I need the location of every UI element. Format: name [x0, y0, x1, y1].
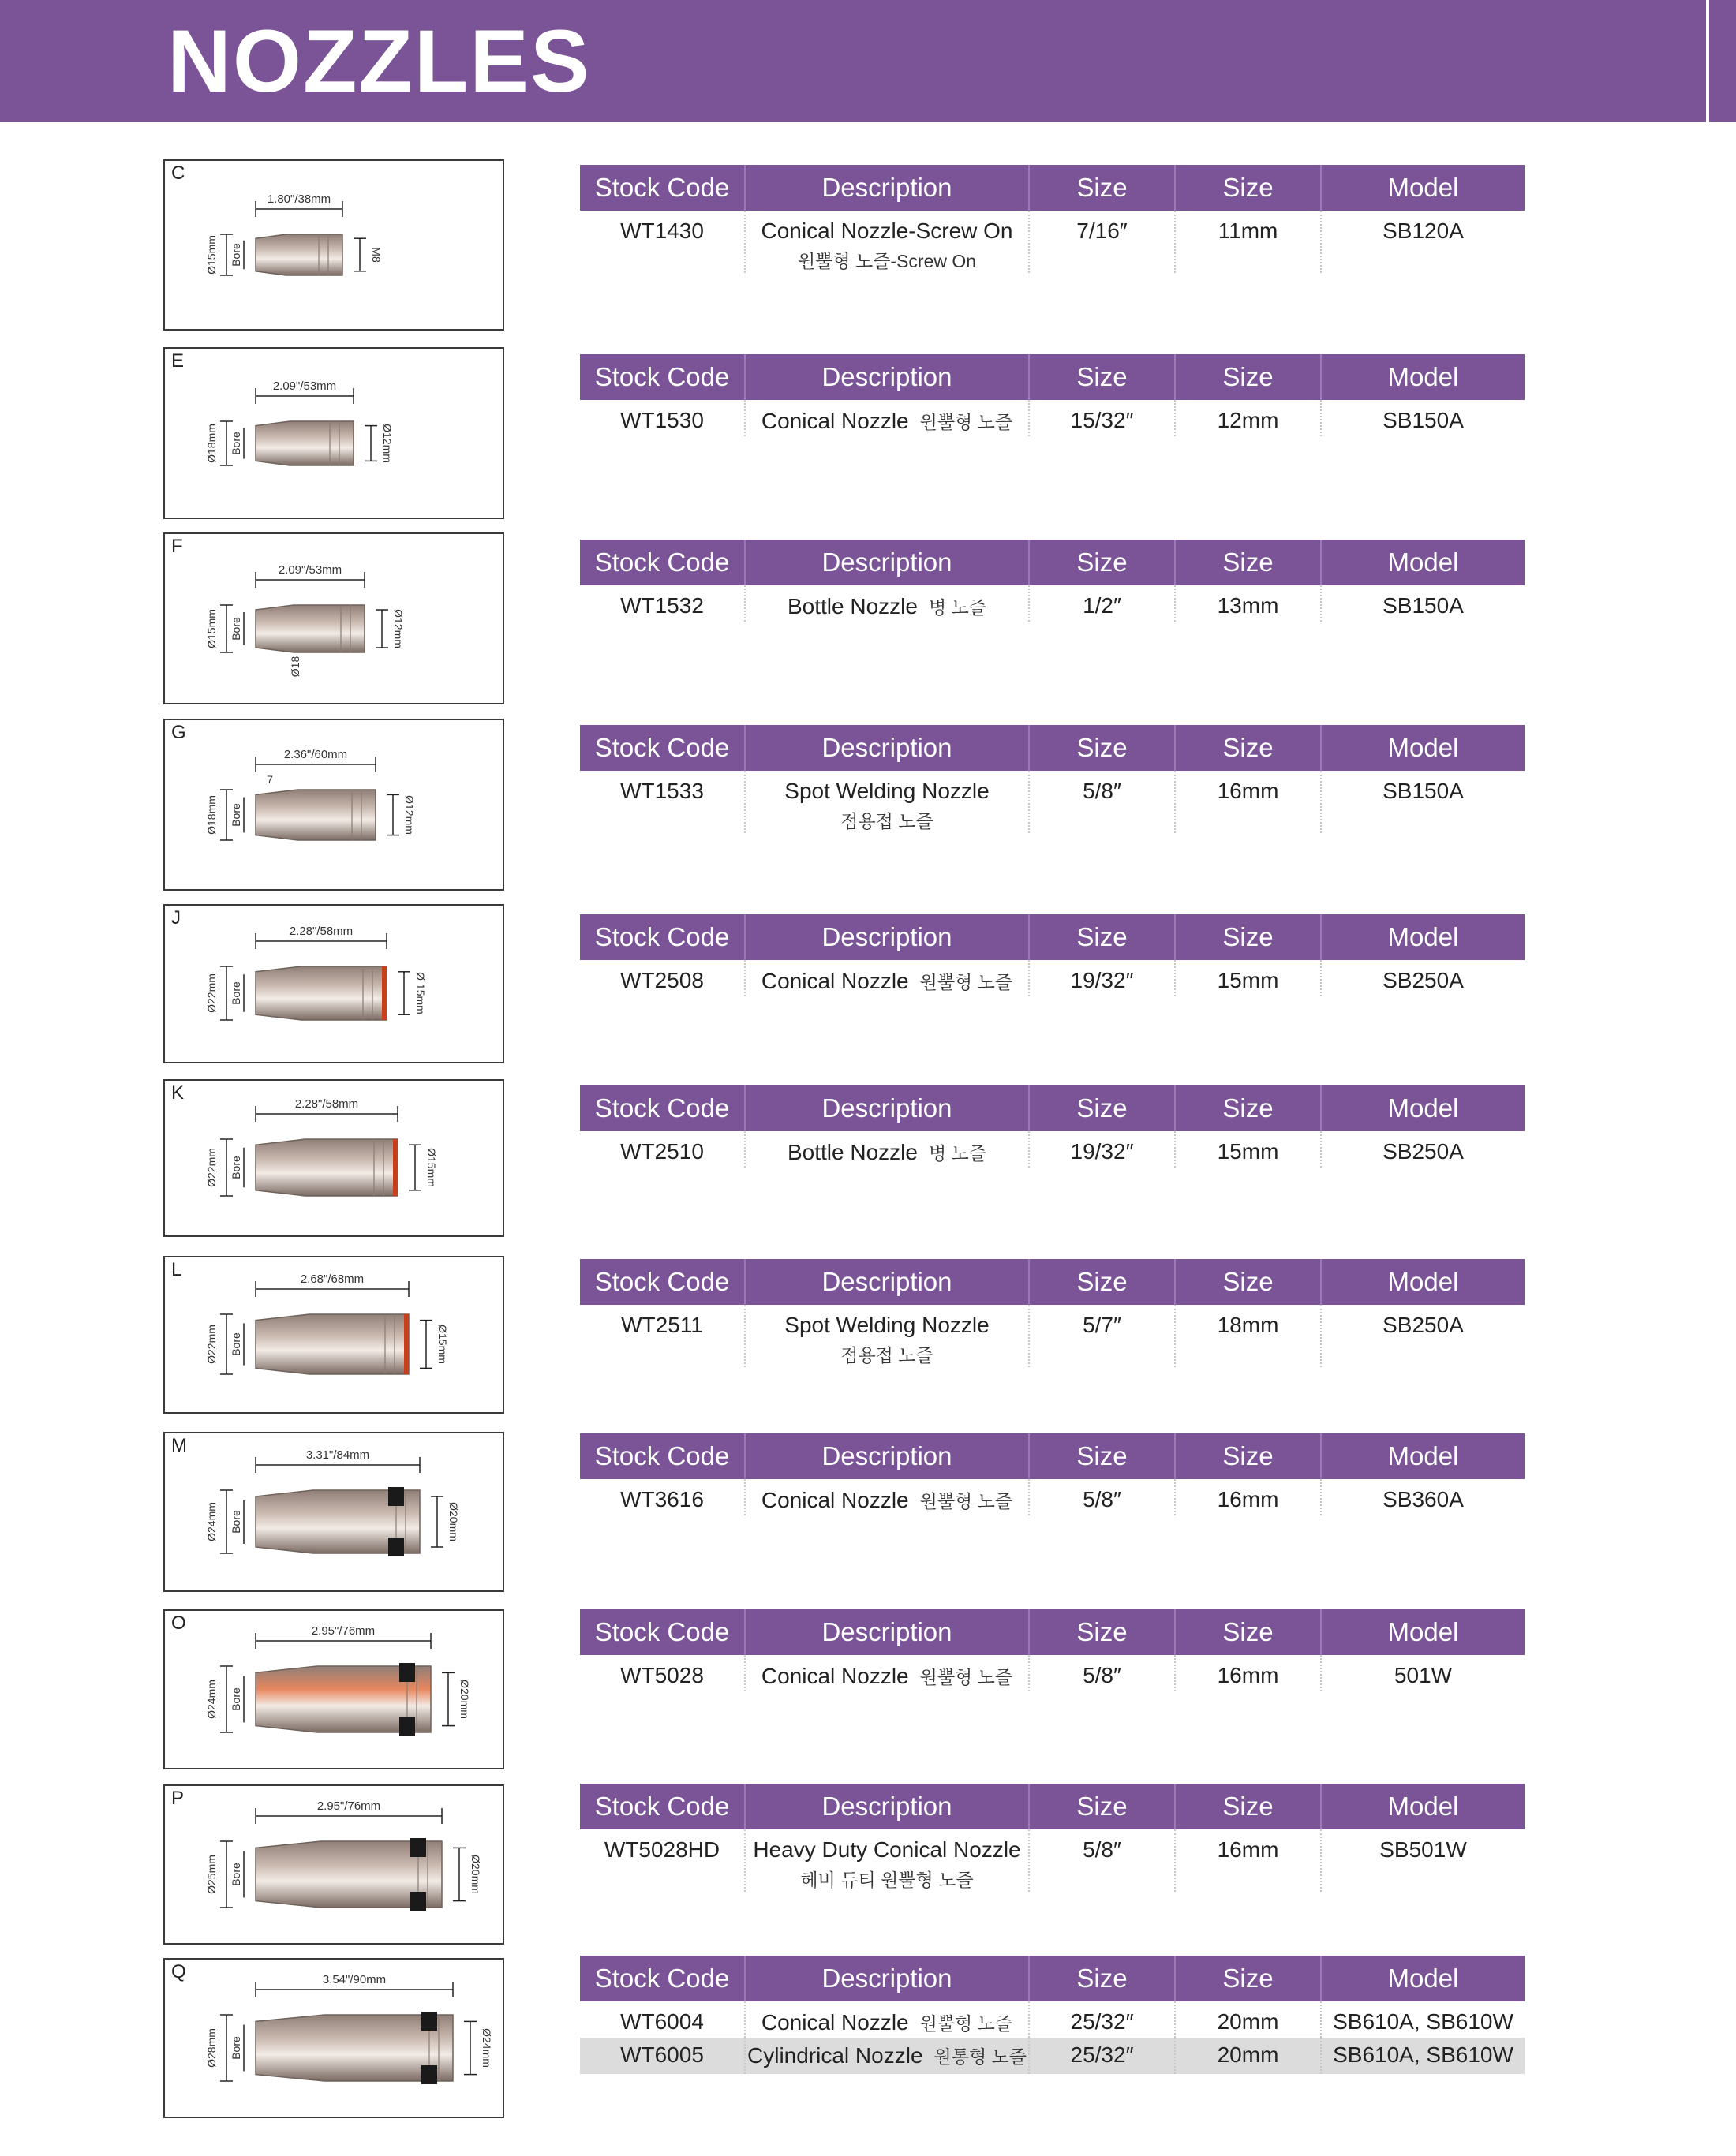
- model-cell: SB250A: [1382, 1139, 1464, 1164]
- panel-letter: C: [171, 163, 185, 184]
- table-row: [580, 2001, 1525, 2038]
- header-size-inch: Size: [1030, 1784, 1176, 1829]
- model-cell: 501W: [1394, 1663, 1453, 1687]
- header-size-mm: Size: [1176, 1259, 1322, 1305]
- size-mm-cell: 12mm: [1176, 400, 1322, 436]
- table-row: [580, 1655, 1525, 1691]
- header-model: Model: [1387, 733, 1459, 762]
- description-text: Spot Welding Nozzle: [784, 779, 990, 803]
- description-korean: 헤비 듀티 원뿔형 노즐: [800, 1870, 974, 1890]
- header-size-mm: Size: [1176, 165, 1322, 211]
- table-header: [580, 914, 1525, 960]
- nozzle-drawing-panel: [163, 719, 504, 891]
- header-stock-code: Stock Code: [580, 725, 746, 771]
- nozzle-drawing-panel: [163, 1256, 504, 1414]
- length-label: 2.68"/68mm: [300, 1272, 365, 1286]
- nozzle-clip: [388, 1538, 404, 1556]
- header-size-mm: Size: [1176, 540, 1322, 585]
- size-inch-cell: 5/8″: [1030, 1479, 1176, 1515]
- header-stock-code: Stock Code: [580, 1609, 746, 1655]
- description-cell: [746, 1479, 1030, 1515]
- nozzle-body: [256, 1139, 398, 1196]
- bore-label: Bore: [230, 432, 242, 455]
- length-label: 2.09"/53mm: [278, 563, 342, 577]
- table-row: [580, 1305, 1525, 1367]
- nozzle-diagram: [165, 906, 503, 1062]
- size-inch-cell: 1/2″: [1030, 585, 1176, 622]
- spec-table: [580, 914, 1525, 996]
- stock-code-cell: WT2510: [580, 1131, 746, 1168]
- stock-code-cell: WT5028HD: [580, 1829, 746, 1892]
- panel-letter: M: [171, 1435, 187, 1456]
- header-description: Description: [746, 914, 1030, 960]
- nozzle-drawing-panel: [163, 1079, 504, 1237]
- outer-diameter-label: Ø28mm: [205, 2028, 218, 2068]
- header-stock-code: Stock Code: [580, 540, 746, 585]
- table-header: [580, 354, 1525, 400]
- nozzle-drawing-panel: [163, 532, 504, 704]
- panel-letter: O: [171, 1612, 186, 1634]
- tip-diameter-label: Ø15mm: [425, 1148, 438, 1187]
- bore-label: Bore: [230, 1510, 242, 1534]
- stock-code-cell: WT1430: [580, 211, 746, 273]
- size-inch-cell: 5/7″: [1030, 1305, 1176, 1367]
- tip-diameter-label: Ø12mm: [381, 424, 394, 463]
- table-row: [580, 771, 1525, 833]
- stock-code-cell: WT2508: [580, 960, 746, 996]
- tip-diameter-label: Ø15mm: [436, 1325, 449, 1364]
- description-text: Conical Nozzle-Screw On: [761, 219, 1013, 243]
- table-header: [580, 1784, 1525, 1829]
- bore-label: Bore: [230, 243, 242, 267]
- bore-label: Bore: [230, 1156, 242, 1179]
- outer-diameter-label: Ø22mm: [205, 1325, 218, 1364]
- nozzle-drawing-panel: [163, 159, 504, 331]
- stock-code-cell: WT6005: [580, 2038, 746, 2074]
- header-model: Model: [1387, 547, 1459, 577]
- nozzle-drawing-panel: [163, 1784, 504, 1945]
- description-cell: [746, 771, 1030, 833]
- bore-label: Bore: [230, 981, 242, 1005]
- header-size-inch: Size: [1030, 1433, 1176, 1479]
- header-stock-code: Stock Code: [580, 354, 746, 400]
- header-size-mm: Size: [1176, 1085, 1322, 1131]
- nozzle-drawing-panel: [163, 347, 504, 519]
- description-cell: [746, 1829, 1030, 1892]
- nozzle-drawing-panel: [163, 1432, 504, 1592]
- header-model: Model: [1387, 362, 1459, 391]
- spec-table: [580, 1784, 1525, 1892]
- description-text: Conical Nozzle: [761, 969, 909, 993]
- outer-diameter-label: Ø22mm: [205, 1148, 218, 1187]
- panel-letter: F: [171, 536, 183, 557]
- header-description: Description: [746, 165, 1030, 211]
- size-mm-cell: 15mm: [1176, 960, 1322, 996]
- nozzle-diagram: [165, 534, 503, 703]
- description-cell: [746, 1131, 1030, 1168]
- nozzle-body: [256, 966, 387, 1020]
- nozzle-diagram: [165, 1960, 503, 2117]
- length-label: 3.31"/84mm: [305, 1448, 370, 1462]
- table-header: [580, 1259, 1525, 1305]
- table-row: [580, 1829, 1525, 1892]
- model-cell: SB250A: [1382, 968, 1464, 992]
- size-mm-cell: 16mm: [1176, 771, 1322, 833]
- header-stock-code: Stock Code: [580, 1259, 746, 1305]
- bore-label: Bore: [230, 2036, 242, 2060]
- nozzle-tip-ring: [393, 1139, 398, 1196]
- header-model: Model: [1387, 1441, 1459, 1470]
- nozzle-clip: [388, 1487, 404, 1506]
- panel-letter: L: [171, 1259, 182, 1280]
- tip-diameter-label: Ø12mm: [392, 609, 405, 648]
- description-text: Conical Nozzle: [761, 1664, 909, 1688]
- nozzle-diagram: [165, 349, 503, 518]
- description-korean: 병 노즐: [928, 1143, 986, 1164]
- stock-code-cell: WT2511: [580, 1305, 746, 1367]
- description-text: Cylindrical Nozzle: [747, 2043, 923, 2068]
- header-description: Description: [746, 1956, 1030, 2001]
- nozzle-diagram: [165, 1257, 503, 1412]
- description-text: Conical Nozzle: [761, 409, 909, 433]
- spec-table: [580, 1956, 1525, 2074]
- description-korean: 원뿔형 노즐: [919, 412, 1013, 432]
- stock-code-cell: WT1530: [580, 400, 746, 436]
- nozzle-drawing-panel: [163, 904, 504, 1063]
- nozzle-clip: [399, 1663, 415, 1682]
- nozzle-diagram: [165, 1433, 503, 1590]
- nozzle-tip-ring: [382, 966, 387, 1020]
- bore-label: Bore: [230, 617, 242, 641]
- model-cell: SB150A: [1382, 593, 1464, 618]
- outer-diameter-label: Ø15mm: [205, 609, 218, 648]
- tip-diameter-label: Ø12mm: [403, 795, 416, 835]
- description-korean: 점용접 노즐: [840, 1345, 933, 1366]
- bore-label: Bore: [230, 1332, 242, 1356]
- table-header: [580, 725, 1525, 771]
- spec-table: [580, 1609, 1525, 1691]
- length-label: 3.54"/90mm: [322, 1973, 387, 1986]
- model-cell: SB610A, SB610W: [1333, 2009, 1513, 2034]
- tip-diameter-label: Ø24mm: [481, 2028, 493, 2068]
- length-label: 2.09"/53mm: [272, 379, 337, 393]
- header-edge: [1709, 0, 1736, 122]
- description-text: Heavy Duty Conical Nozzle: [753, 1837, 1021, 1862]
- page-header: [0, 0, 1736, 122]
- header-size-mm: Size: [1176, 354, 1322, 400]
- stock-code-cell: WT1533: [580, 771, 746, 833]
- table-header: [580, 1085, 1525, 1131]
- size-inch-cell: 15/32″: [1030, 400, 1176, 436]
- header-description: Description: [746, 1784, 1030, 1829]
- tip-diameter-label: Ø20mm: [447, 1502, 460, 1541]
- description-cell: [746, 960, 1030, 996]
- header-model: Model: [1387, 1792, 1459, 1821]
- spec-table: [580, 725, 1525, 833]
- panel-letter: P: [171, 1788, 185, 1809]
- nozzle-diagram: [165, 1611, 503, 1768]
- outer-diameter-label: Ø18mm: [205, 795, 218, 835]
- spec-table: [580, 354, 1525, 436]
- description-korean: 원통형 노즐: [933, 2046, 1027, 2067]
- description-cell: [746, 211, 1030, 273]
- length-label: 2.28"/58mm: [289, 925, 354, 938]
- header-size-mm: Size: [1176, 1784, 1322, 1829]
- model-cell: SB250A: [1382, 1313, 1464, 1337]
- header-size-inch: Size: [1030, 354, 1176, 400]
- panel-letter: K: [171, 1082, 185, 1104]
- length-label: 2.95"/76mm: [311, 1624, 376, 1638]
- description-text: Bottle Nozzle: [787, 1140, 918, 1164]
- header-model: Model: [1387, 173, 1459, 202]
- model-cell: SB150A: [1382, 408, 1464, 432]
- page-title: NOZZLES: [167, 12, 591, 110]
- header-description: Description: [746, 725, 1030, 771]
- bore-label: Bore: [230, 1687, 242, 1711]
- description-text: Conical Nozzle: [761, 2010, 909, 2035]
- header-stock-code: Stock Code: [580, 1784, 746, 1829]
- size-mm-cell: 18mm: [1176, 1305, 1322, 1367]
- bore-label: Bore: [230, 1863, 242, 1886]
- header-stock-code: Stock Code: [580, 1085, 746, 1131]
- nozzle-drawing-panel: [163, 1958, 504, 2118]
- stock-code-cell: WT6004: [580, 2001, 746, 2038]
- header-size-inch: Size: [1030, 1956, 1176, 2001]
- size-mm-cell: 16mm: [1176, 1655, 1322, 1691]
- size-inch-cell: 25/32″: [1030, 2001, 1176, 2038]
- panel-letter: J: [171, 907, 181, 929]
- description-text: Spot Welding Nozzle: [784, 1313, 990, 1337]
- header-size-inch: Size: [1030, 1609, 1176, 1655]
- tip-diameter-label: Ø20mm: [458, 1680, 471, 1719]
- size-mm-cell: 11mm: [1176, 211, 1322, 273]
- nozzle-body: [256, 1314, 409, 1374]
- description-korean: 병 노즐: [928, 597, 986, 618]
- table-header: [580, 165, 1525, 211]
- header-stock-code: Stock Code: [580, 1433, 746, 1479]
- nozzle-body: [256, 790, 376, 840]
- table-row: [580, 400, 1525, 436]
- header-description: Description: [746, 540, 1030, 585]
- outer-diameter-label: Ø24mm: [205, 1680, 218, 1719]
- tip-diameter-label: Ø20mm: [470, 1855, 482, 1894]
- header-size-inch: Size: [1030, 165, 1176, 211]
- outer-diameter-label: Ø15mm: [205, 235, 218, 275]
- table-header: [580, 1956, 1525, 2001]
- header-stock-code: Stock Code: [580, 165, 746, 211]
- stock-code-cell: WT5028: [580, 1655, 746, 1691]
- spec-table: [580, 1259, 1525, 1367]
- length-label: 2.28"/58mm: [294, 1097, 359, 1111]
- nozzle-drawing-panel: [163, 1609, 504, 1769]
- table-row: [580, 2038, 1525, 2074]
- description-korean: 원뿔형 노즐: [919, 1667, 1013, 1687]
- nozzle-diagram: [165, 720, 503, 889]
- nozzle-clip: [421, 2012, 437, 2031]
- size-inch-cell: 25/32″: [1030, 2038, 1176, 2074]
- model-cell: SB120A: [1382, 219, 1464, 243]
- description-korean: 원뿔형 노즐: [919, 1491, 1013, 1511]
- header-model: Model: [1387, 1093, 1459, 1123]
- outer-diameter-label: Ø22mm: [205, 973, 218, 1013]
- length-label: 1.80"/38mm: [267, 192, 331, 206]
- table-row: [580, 1479, 1525, 1515]
- description-cell: [746, 585, 1030, 622]
- description-korean: 원뿔형 노즐-Screw On: [797, 251, 977, 271]
- header-stock-code: Stock Code: [580, 914, 746, 960]
- description-korean: 원뿔형 노즐: [919, 972, 1013, 992]
- neck-diameter-label: Ø18: [289, 656, 302, 678]
- model-cell: SB501W: [1379, 1837, 1467, 1862]
- length-label: 2.36"/60mm: [283, 748, 348, 761]
- header-size-mm: Size: [1176, 1956, 1322, 2001]
- header-size-mm: Size: [1176, 1433, 1322, 1479]
- panel-letter: E: [171, 350, 185, 372]
- nozzle-diagram: [165, 1081, 503, 1235]
- spec-table: [580, 165, 1525, 273]
- length-label: 2.95"/76mm: [316, 1799, 381, 1813]
- size-mm-cell: 20mm: [1176, 2038, 1322, 2074]
- size-mm-cell: 13mm: [1176, 585, 1322, 622]
- model-cell: SB150A: [1382, 779, 1464, 803]
- header-size-mm: Size: [1176, 725, 1322, 771]
- nozzle-body: [256, 605, 365, 652]
- bore-label: Bore: [230, 803, 242, 827]
- header-size-inch: Size: [1030, 725, 1176, 771]
- outer-diameter-label: Ø25mm: [205, 1855, 218, 1894]
- table-row: [580, 960, 1525, 996]
- size-inch-cell: 19/32″: [1030, 960, 1176, 996]
- header-size-inch: Size: [1030, 1085, 1176, 1131]
- panel-letter: G: [171, 722, 186, 743]
- size-mm-cell: 20mm: [1176, 2001, 1322, 2038]
- stock-code-cell: WT1532: [580, 585, 746, 622]
- size-inch-cell: 5/8″: [1030, 1655, 1176, 1691]
- header-size-mm: Size: [1176, 914, 1322, 960]
- nozzle-diagram: [165, 161, 503, 329]
- nozzle-body: [256, 234, 342, 275]
- size-mm-cell: 16mm: [1176, 1479, 1322, 1515]
- stock-code-cell: WT3616: [580, 1479, 746, 1515]
- spec-table: [580, 1433, 1525, 1515]
- size-inch-cell: 7/16″: [1030, 211, 1176, 273]
- description-text: Conical Nozzle: [761, 1488, 909, 1512]
- nozzle-clip: [410, 1892, 426, 1911]
- header-description: Description: [746, 1259, 1030, 1305]
- header-size-inch: Size: [1030, 540, 1176, 585]
- header-description: Description: [746, 1609, 1030, 1655]
- header-description: Description: [746, 1433, 1030, 1479]
- nozzle-tip-ring: [404, 1314, 409, 1374]
- table-header: [580, 1609, 1525, 1655]
- spec-table: [580, 540, 1525, 622]
- description-cell: [746, 1305, 1030, 1367]
- size-inch-cell: 19/32″: [1030, 1131, 1176, 1168]
- insulator-length-label: 7: [267, 773, 273, 786]
- size-inch-cell: 5/8″: [1030, 771, 1176, 833]
- table-row: [580, 211, 1525, 273]
- header-description: Description: [746, 354, 1030, 400]
- header-model: Model: [1387, 1267, 1459, 1296]
- description-korean: 점용접 노즐: [840, 811, 933, 831]
- tip-diameter-label: M8: [370, 247, 383, 263]
- header-size-mm: Size: [1176, 1609, 1322, 1655]
- description-cell: [746, 1655, 1030, 1691]
- panel-letter: Q: [171, 1961, 186, 1982]
- table-header: [580, 1433, 1525, 1479]
- size-inch-cell: 5/8″: [1030, 1829, 1176, 1892]
- nozzle-clip: [410, 1838, 426, 1857]
- table-row: [580, 585, 1525, 622]
- description-korean: 원뿔형 노즐: [919, 2013, 1013, 2034]
- table-header: [580, 540, 1525, 585]
- description-cell: [746, 2038, 1030, 2074]
- description-cell: [746, 2001, 1030, 2038]
- header-stock-code: Stock Code: [580, 1956, 746, 2001]
- nozzle-clip: [421, 2065, 437, 2084]
- description-text: Bottle Nozzle: [787, 594, 918, 618]
- spec-table: [580, 1085, 1525, 1168]
- model-cell: SB360A: [1382, 1487, 1464, 1511]
- size-mm-cell: 16mm: [1176, 1829, 1322, 1892]
- outer-diameter-label: Ø18mm: [205, 424, 218, 463]
- header-size-inch: Size: [1030, 1259, 1176, 1305]
- outer-diameter-label: Ø24mm: [205, 1502, 218, 1541]
- description-cell: [746, 400, 1030, 436]
- nozzle-diagram: [165, 1786, 503, 1943]
- model-cell: SB610A, SB610W: [1333, 2042, 1513, 2067]
- header-size-inch: Size: [1030, 914, 1176, 960]
- header-model: Model: [1387, 1964, 1459, 1993]
- table-row: [580, 1131, 1525, 1168]
- header-model: Model: [1387, 1617, 1459, 1646]
- size-mm-cell: 15mm: [1176, 1131, 1322, 1168]
- header-model: Model: [1387, 922, 1459, 951]
- nozzle-clip: [399, 1717, 415, 1736]
- tip-diameter-label: Ø 15mm: [414, 972, 427, 1014]
- header-description: Description: [746, 1085, 1030, 1131]
